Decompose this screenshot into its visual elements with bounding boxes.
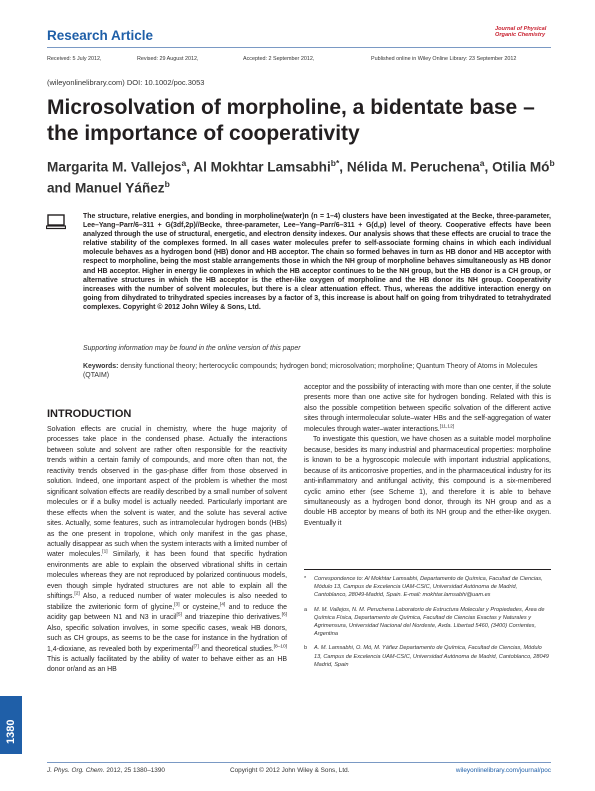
keywords-text: density functional theory; herterocyclic compounds; hydrogen bond; microsolvation; morpholine; Quantum Theory of Atoms in Molecules (QTAIM) [83,363,538,380]
author-name: Otilia Mó [492,159,550,175]
received-date: Received: 5 July 2012, [47,56,102,62]
footer-divider [47,762,551,763]
footnote-affiliation-b [304,644,551,669]
doi-line: (wileyonlinelibrary.com) DOI: 10.1002/poc.3053 [47,78,205,87]
supporting-information-note: Supporting information may be found in the online version of this paper [83,345,301,352]
footnote-mark: a [304,606,308,613]
citation-reference[interactable]: [5] [176,612,182,618]
footnote-mark: * [304,576,307,582]
introduction-heading: INTRODUCTION [47,408,132,420]
footnote-text: M. M. Vallejos, N. M. Peruchena Laboratorio de Estructura Molecular y Propiedades, Área de Química Física, Departamento de Química, Facultad de Ciencias Exactas y Naturales y Agrimensura, Universidad Nacional del Nordeste, Avda. Libertad 5460, (3400) Corrientes, Argentina [314,606,545,638]
citation-reference[interactable]: [11,12] [439,424,455,430]
author-affiliation-mark: b [164,179,170,190]
author-name: Manuel Yáñez [74,180,165,196]
author-affiliation-mark: b* [330,158,340,168]
footnote-divider [304,569,551,570]
citation-reference[interactable]: [2] [74,591,80,597]
intro-paragraph: acceptor and the possibility of interacting with more than one center, if the solute presents more than one active site for hydrogen bonding. Related with this is also the possible competition between specific solvation of the different active sites through intermolecular solute–water HBs and the self-aggregation of water molecules through water–water interactions.[11,12] [304,384,551,433]
intro-paragraph: To investigate this question, we have chosen as a suitable model morpholine because, besides its many industrial and pharmaceutical properties: morpholine is known to be a hygroscopic molecule with important industrial applications, because of its anticorrosive properties, and in the pharmaceutical industry for its anti-inflammatory and antifungal activity, this compound is a six-membered cyclic amino ether (see Scheme 1), and therefore it is able to behave simultaneously as a hydrogen bond donor, through its NH group and as a double HB acceptor by means of both its NH group and the ether-like oxygen. Eventually it [304,436,551,527]
footer-journal: J. Phys. Org. Chem. [47,767,105,774]
published-date: Published online in Wiley Online Library: 23 September 2012 [371,56,517,62]
author-name: Margarita M. Vallejos [47,159,182,175]
footer-citation [47,767,165,774]
footnote-correspondence [304,575,551,600]
journal-logo-line-1: Journal of Physical [495,26,547,32]
footnote-mark: b [304,645,308,652]
accepted-date: Accepted: 2 September 2012, [243,56,315,62]
keywords-label: Keywords: [83,363,119,370]
author-name: Nélida M. Peruchena [346,159,480,175]
citation-reference[interactable]: [6] [281,612,288,618]
footer-copyright: Copyright © 2012 John Wiley & Sons, Ltd. [230,767,350,774]
citation-reference[interactable]: [4] [219,602,226,608]
author-list: Margarita M. Vallejos$^a$, Al Mokhtar Lamsabhi$^{b*}$, Nélida M. Peruchena$^a$, Otilia $Mó^b$ and Manuel Yáñez$^b$ [47,158,555,196]
journal-logo-line-2: Organic Chemistry [495,32,546,39]
page-number-tab [0,696,22,754]
abstract: The structure, relative energies, and bonding in morpholine(water)n (n = 1–4) clusters have been investigated at the Becke, three-parameter, Lee–Yang–Parr/6–311 + G(3df,2p)//Becke, three-parameter, Lee–Yang–Parr/6–311 + G(d,p) level of theory. Cooperative effects have been analyzed through the use of structural, energetic, and electron density indexes. Our analysis shows that these effects are crucial to trace the relative stability of the complexes formed. In all cases water molecules prefer to self-associate forming chains in which each individual molecule behaves as a hydrogen bond (HB) donor and HB acceptor. The chain so formed behaves in turn as HB donor and HB acceptor with respect to morpholine, being the most stable arrangements those in which the NH group of morpholine behaves simultaneously as HB donor and HB acceptor. Higher in energy lie complexes in which the HB acceptor continues to be the NH group, but the HB donor is a CH group, or alternative structures in which the HB acceptor is the ether-like oxygen of morpholine and the HB donor its NH group. Cooperativity increases with the number of solvent molecules, but there is a clear attenuation effect. Thus, whereas the additive interaction energy on going from dihydrated to trihydrated species increases by a factor of 3, this increase is about half on going from trihydrated to tetrahydrated complexes. Copyright © 2012 John Wiley & Sons, Ltd. [83,213,551,311]
author-name: Al Mokhtar Lamsabhi [193,159,331,175]
citation-reference[interactable]: [8–10] [273,644,287,650]
author-affiliation-mark: a [181,158,187,168]
intro-column-right [304,383,551,529]
header-divider [47,47,551,48]
citation-reference[interactable]: [7] [193,644,199,650]
footer-journal-link[interactable]: wileyonlinelibrary.com/journal/poc [455,767,551,774]
author-affiliation-mark: a [479,158,485,168]
citation-reference[interactable]: [1] [102,550,108,556]
author-affiliation-mark: b [549,158,555,168]
citation-reference[interactable]: [3] [174,602,180,608]
footnote-text: A. M. Lamsabhi, O. Mó, M. Yáñez Departamento de Química, Facultad de Ciencias, Módulo 13, Campus de Excelencia UAM-CSIC, Universidad Autónoma de Madrid, Cantoblanco, 28049 Madrid, Spain [314,645,549,668]
article-title: Microsolvation of morpholine, a bidentate base – the importance of cooperativity [47,96,535,145]
intro-column-left [47,425,287,676]
keywords [83,362,551,380]
revised-date: Revised: 29 August 2012, [137,56,199,62]
footnotes [304,575,551,675]
footer-volume: 2012, 25 1380–1390 [104,767,165,774]
journal-logo [495,26,551,38]
section-label: Research Article [47,28,154,43]
footnote-text: Correspondence to: Al Mokhtar Lamsabhi, Departamento de Química, Facultad de Ciencias, Módulo 13, Campus de Excelencia UAM-CSIC, Universidad Autónoma de Madrid, Cantoblanco, 28049-Madrid, Spain. E-mail: mokhtar.lamsabhi@uam.es [314,576,543,599]
footnote-affiliation-a [304,606,551,639]
intro-paragraph: Solvation effects are crucial in chemistry, where the huge majority of processes take place in the condensed phase. Actually the interactions between solute and solvent are rather often responsible for the reactivity trends within a certain family of compounds, and more often than not, the reactivity trends observed in the gas-phase differ from those observed in solution. Indeed, one important aspect of the problem is whether the most significant solvation effects are readily described by a small number of solvent molecules or if a bulky model is actually needed. Particularly important are these effects when the solvent is water, and the solute has several active sites. Actually, some features, such as intramolecular hydrogen bonds (HBs) as the one present in tropolone, which only manifest in the gas phase, actually disappear as such when the system interacts with a limited number of water molecules.[1] Similarly, it has been found that specific hydration environments are able to explain the observed vibrational shifts in certain molecules whereas they are not reproduced by polarized continuous models, even though simple hydrated structures are not able to explain all the shiftings.[2] Also, a reduced number of water molecules is also needed to stabilize the zwiterionic form of glycine,[3] or cysteine,[4] and to reduce the acidity gap between N1 and N3 in uracil[5] and triazepine thio derivatives.[6] Also, specific solvation involves, in some specific cases, weak HB donors, such as CH groups, as seems to be the case for instance in the hydration of 1,4-dioxiane, as revealed both by experimental[7] and theoretical studies.[8–10] This is actually facilitated by the ability of water to behave either as an HB donor or/and as an HB [47,426,288,674]
page-number: 1380 [5,719,17,744]
computer-icon [46,214,66,230]
